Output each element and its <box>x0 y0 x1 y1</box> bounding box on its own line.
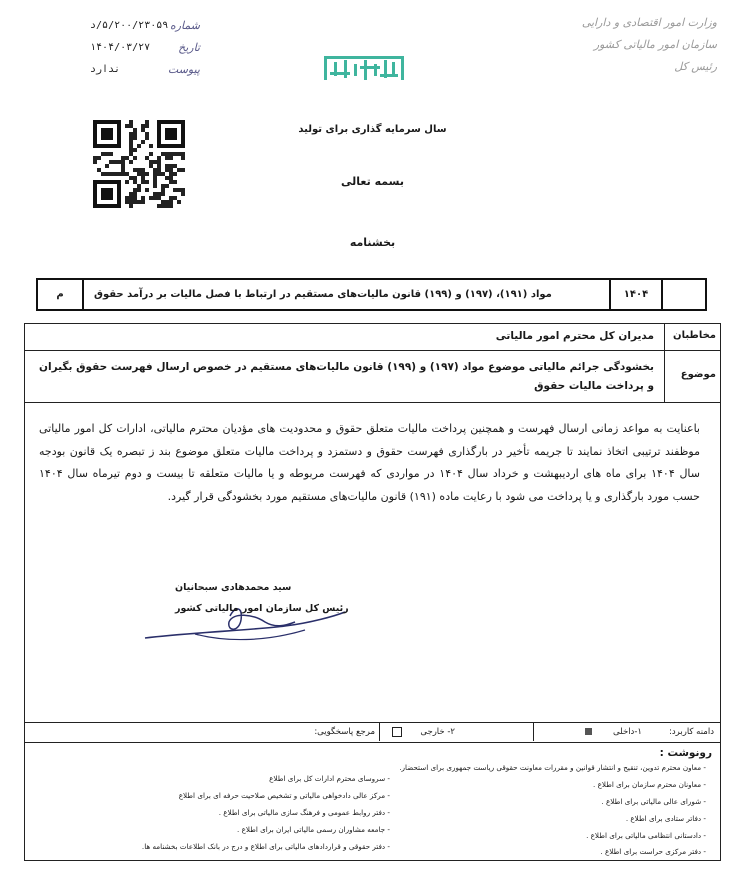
scope-label: دامنه کاربرد: <box>669 727 714 737</box>
ministry-line: وزارت امور اقتصادی و دارایی <box>581 16 717 29</box>
cc-item: - مرکز عالی دادخواهی مالیاتی و تشخیص صلاحیت حرفه ای برای اطلاع <box>178 791 390 800</box>
cc-item: - معاونان محترم سازمان برای اطلاع . <box>593 780 706 789</box>
reference-label: مرجع پاسخگویی: <box>314 727 375 737</box>
letter-body-box <box>24 323 721 723</box>
cc-item: - شورای عالی مالیاتی برای اطلاع . <box>601 797 706 806</box>
number-value: ۵/۲۰۰/۲۳۰۵۹/د <box>90 19 169 31</box>
column-divider <box>379 723 380 741</box>
column-divider <box>533 723 534 741</box>
ministry-line: رئیس کل <box>674 60 717 73</box>
scope-internal: ۱-داخلی <box>613 727 642 737</box>
scope-external: ۲- خارجی <box>420 727 455 737</box>
cc-title: رونوشت : <box>659 747 712 759</box>
date-label: تاریخ <box>178 40 200 54</box>
letter-metadata <box>90 14 200 80</box>
signatory-name: سید محمدهادی سبحانیان <box>175 582 292 593</box>
row-divider <box>25 402 720 403</box>
subject-label: موضوع <box>680 369 716 380</box>
signatory-title: رئیس کل سازمان امور مالیاتی کشور <box>175 603 349 614</box>
title-bar-subject: مواد (۱۹۱)، (۱۹۷) و (۱۹۹) قانون مالیات‌های مستقیم در ارتباط با فصل مالیات بر درآمد حقوق <box>82 280 609 309</box>
signature-scribble <box>135 586 355 646</box>
cc-box <box>24 743 721 861</box>
cc-item: - جامعه مشاوران رسمی مالیاتی ایران برای اطلاع . <box>237 825 390 834</box>
bismillah-heading: بسمه تعالی <box>341 175 404 188</box>
cc-item: - دفتر مرکزی حراست برای اطلاع . <box>600 847 706 856</box>
attachment-label: پیوست <box>167 62 200 76</box>
row-divider <box>25 350 720 351</box>
document-type: بخشنامه <box>349 236 396 249</box>
cc-item: - دادستانی انتظامی مالیاتی برای اطلاع . <box>586 831 706 840</box>
subject-value: بخشودگی جرائم مالیاتی موضوع مواد (۱۹۷) و (۱۹۹) قانون مالیات‌های مستقیم در خصوص ارسال فهرست حقوق بگیران و پرداخت مالیات حقوق <box>39 361 654 392</box>
external-checkbox <box>392 727 402 737</box>
number-label: شماره <box>169 18 200 32</box>
addressee-value: مدیران کل محترم امور مالیاتی <box>495 330 654 342</box>
ministry-line: سازمان امور مالیاتی کشور <box>593 38 717 51</box>
title-bar-year: ۱۴۰۴ <box>609 280 661 309</box>
classification-row <box>24 723 721 743</box>
title-bar-blank-cell <box>661 280 705 309</box>
body-paragraph: باعنایت به مواعد زمانی ارسال فهرست و همچنین پرداخت مالیات متعلق حقوق و محدودیت های مؤدیان محترم مالیاتی، ادارات کل امور مالیاتی موظفند ترتیبی اتخاذ نمایند تا جریمه تأخیر در بارگذاری فهرست حقوق و دستمزد و پرداخت مالیات متعلق موضوع بند ز تبصره یک قانون بودجه سال ۱۴۰۴ برای ماه های اردیبهشت و خرداد سال ۱۴۰۴ در مواردی که فهرست مربوطه و یا مالیات متعلقه تا بیست و دوم تیرماه سال ۱۴۰۴ حسب مورد بارگذاری و یا پرداخت می شود با رعایت ماده (۱۹۱) قانون مالیات‌های مستقیم مورد بخشودگی قرار گیرد. <box>39 422 701 503</box>
internal-checkbox-checked <box>585 728 592 735</box>
addressee-label: مخاطبان <box>673 330 716 341</box>
year-motto: سال سرمایه گذاری برای تولید <box>298 124 447 135</box>
ministry-heading <box>537 12 717 78</box>
cc-item: - دفاتر ستادی برای اطلاع . <box>625 814 706 823</box>
cc-item: - دفتر حقوقی و قراردادهای مالیاتی برای اطلاع و درج در بانک اطلاعات بخشنامه ها. <box>141 842 390 851</box>
cc-item: - سروسای محترم ادارات کل برای اطلاع <box>269 774 390 783</box>
cc-item: - معاون محترم تدوین، تنقیح و انتشار قوانین و مقررات معاونت حقوقی ریاست جمهوری برای استحضار. <box>399 763 706 772</box>
date-value: ۱۴۰۴/۰۳/۲۷ <box>90 41 151 53</box>
title-bar-code: م <box>56 289 64 300</box>
cc-item: - دفتر روابط عمومی و فرهنگ سازی مالیاتی برای اطلاع . <box>218 808 390 817</box>
circular-title-bar <box>36 278 707 311</box>
tax-organization-logo <box>322 52 406 84</box>
attachment-value: ندارد <box>90 63 121 75</box>
